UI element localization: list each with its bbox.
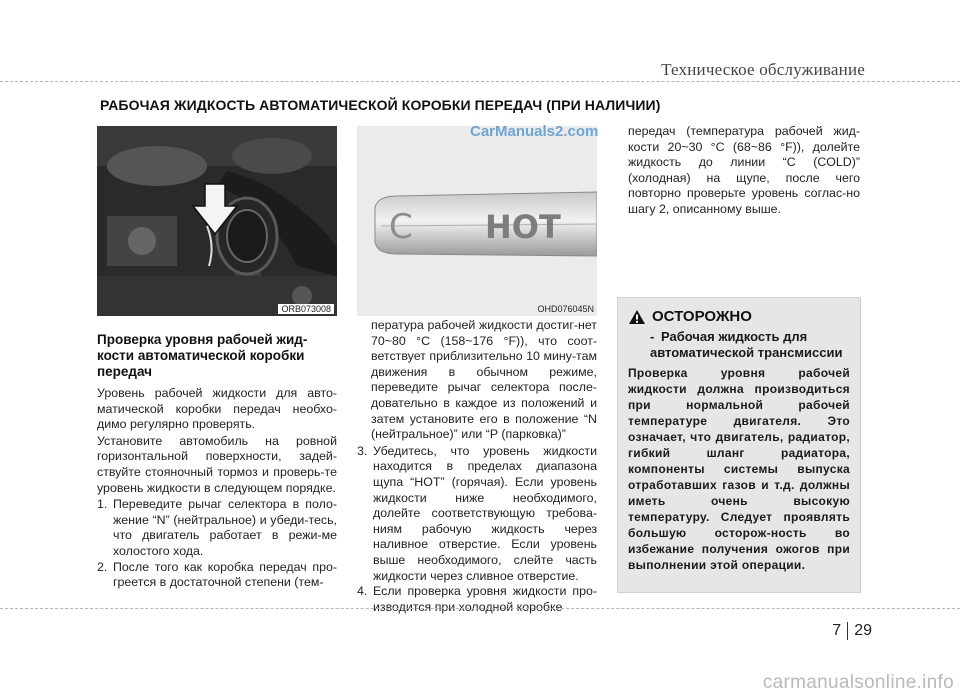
site-watermark: carmanualsonline.info bbox=[762, 672, 954, 693]
engine-illustration bbox=[97, 126, 337, 316]
subsection-heading: Проверка уровня рабочей жид-кости автоматической коробки передач bbox=[97, 332, 308, 379]
figure-code: ORB073008 bbox=[278, 304, 334, 314]
step-text: Убедитесь, что уровень жидкости находится в пределах диапазона щупа “HOT” (горячая). Если уровень жидкости ниже необходимого, долейте соответствующую требова-ниям рабочую жидкость через наливное отверстие. Если уровень выше необходимого, слейте часть жидкости через сливное отверстие. bbox=[373, 443, 597, 583]
footer-divider bbox=[0, 608, 960, 609]
text-column-middle bbox=[357, 318, 597, 615]
caution-title: ОСТОРОЖНО bbox=[652, 308, 752, 325]
step-4 bbox=[357, 584, 597, 615]
page-number-separator bbox=[847, 622, 848, 640]
step-1 bbox=[97, 497, 337, 559]
paragraph: Установите автомобиль на ровной горизонтальной поверхности, задей-ствуйте стояночный тормоз и проверь-те уровень жидкости в следующем порядке. bbox=[97, 433, 337, 495]
step-text: Переведите рычаг селектора в поло-жение “N” (нейтральное) и убеди-тесь, что двигатель работает в режи-ме холостого хода. bbox=[113, 497, 337, 558]
step-number: 2. bbox=[97, 559, 108, 574]
dipstick-c-mark: C bbox=[389, 207, 413, 247]
caution-subtitle bbox=[650, 329, 850, 360]
caution-header bbox=[628, 308, 850, 325]
step-number: 1. bbox=[97, 497, 108, 512]
warning-triangle-icon bbox=[628, 309, 646, 325]
text-column-left bbox=[97, 332, 337, 591]
header-divider bbox=[0, 81, 960, 82]
watermark-carmanuals: CarManuals2.com bbox=[470, 123, 599, 140]
caution-dash: - bbox=[650, 329, 655, 344]
running-header: Техническое обслуживание bbox=[661, 60, 865, 79]
paragraph: передач (температура рабочей жид-кости 20~30 °C (68~86 °F)), долейте жидкость до линии “C (COLD)” (холодная) на щупе, после чего повторно проверьте уровень соглас-но шагу 2, описанному выше. bbox=[628, 124, 860, 216]
section-title: РАБОЧАЯ ЖИДКОСТЬ АВТОМАТИЧЕСКОЙ КОРОБКИ ПЕРЕДАЧ (ПРИ НАЛИЧИИ) bbox=[100, 97, 661, 113]
caution-box bbox=[617, 297, 861, 593]
caution-subtitle-text: Рабочая жидкость для автоматической трансмиссии bbox=[650, 329, 843, 360]
dipstick-illustration bbox=[357, 126, 597, 316]
paragraph: пература рабочей жидкости достиг-нет 70~80 °C (158~176 °F)), что соот-ветствует приблизительно 10 мину-там движения в обычном режиме, переведите рычаг селектора после-довательно в каждое из положений и затем установите его в положение “N (нейтральное)” или “P (парковка)” bbox=[371, 318, 597, 442]
engine-photo bbox=[97, 126, 337, 316]
figure-code: OHD076045N bbox=[537, 304, 594, 314]
page-number-value: 29 bbox=[854, 622, 872, 639]
step-text: После того как коробка передач про-греется в достаточной степени (тем- bbox=[113, 559, 337, 590]
page-number bbox=[832, 622, 872, 640]
paragraph: Уровень рабочей жидкости для авто-матической коробки передач необхо-димо регулярно проверять. bbox=[97, 386, 337, 432]
dipstick-hot-mark: HOT bbox=[485, 208, 561, 246]
step-3 bbox=[357, 444, 597, 584]
step-2 bbox=[97, 560, 337, 591]
dipstick-photo bbox=[357, 126, 597, 316]
text-column-right bbox=[628, 124, 860, 219]
chapter-number: 7 bbox=[832, 622, 842, 639]
caution-body: Проверка уровня рабочей жидкости должна производиться при нормальной рабочей температуре двигателя. Это означает, что двигатель, радиатор, гибкий шланг радиатора, компоненты системы выпуска отработавших газов и т.д. должны иметь очень высокую температуру. Следует проявлять большую осторож-ность во избежание получения ожогов при выполнении этой операции. bbox=[628, 366, 850, 572]
step-text: Если проверка уровня жидкости про-изводится при холодной коробке bbox=[373, 584, 597, 614]
step-number: 3. bbox=[357, 443, 368, 458]
step-number: 4. bbox=[357, 584, 368, 599]
